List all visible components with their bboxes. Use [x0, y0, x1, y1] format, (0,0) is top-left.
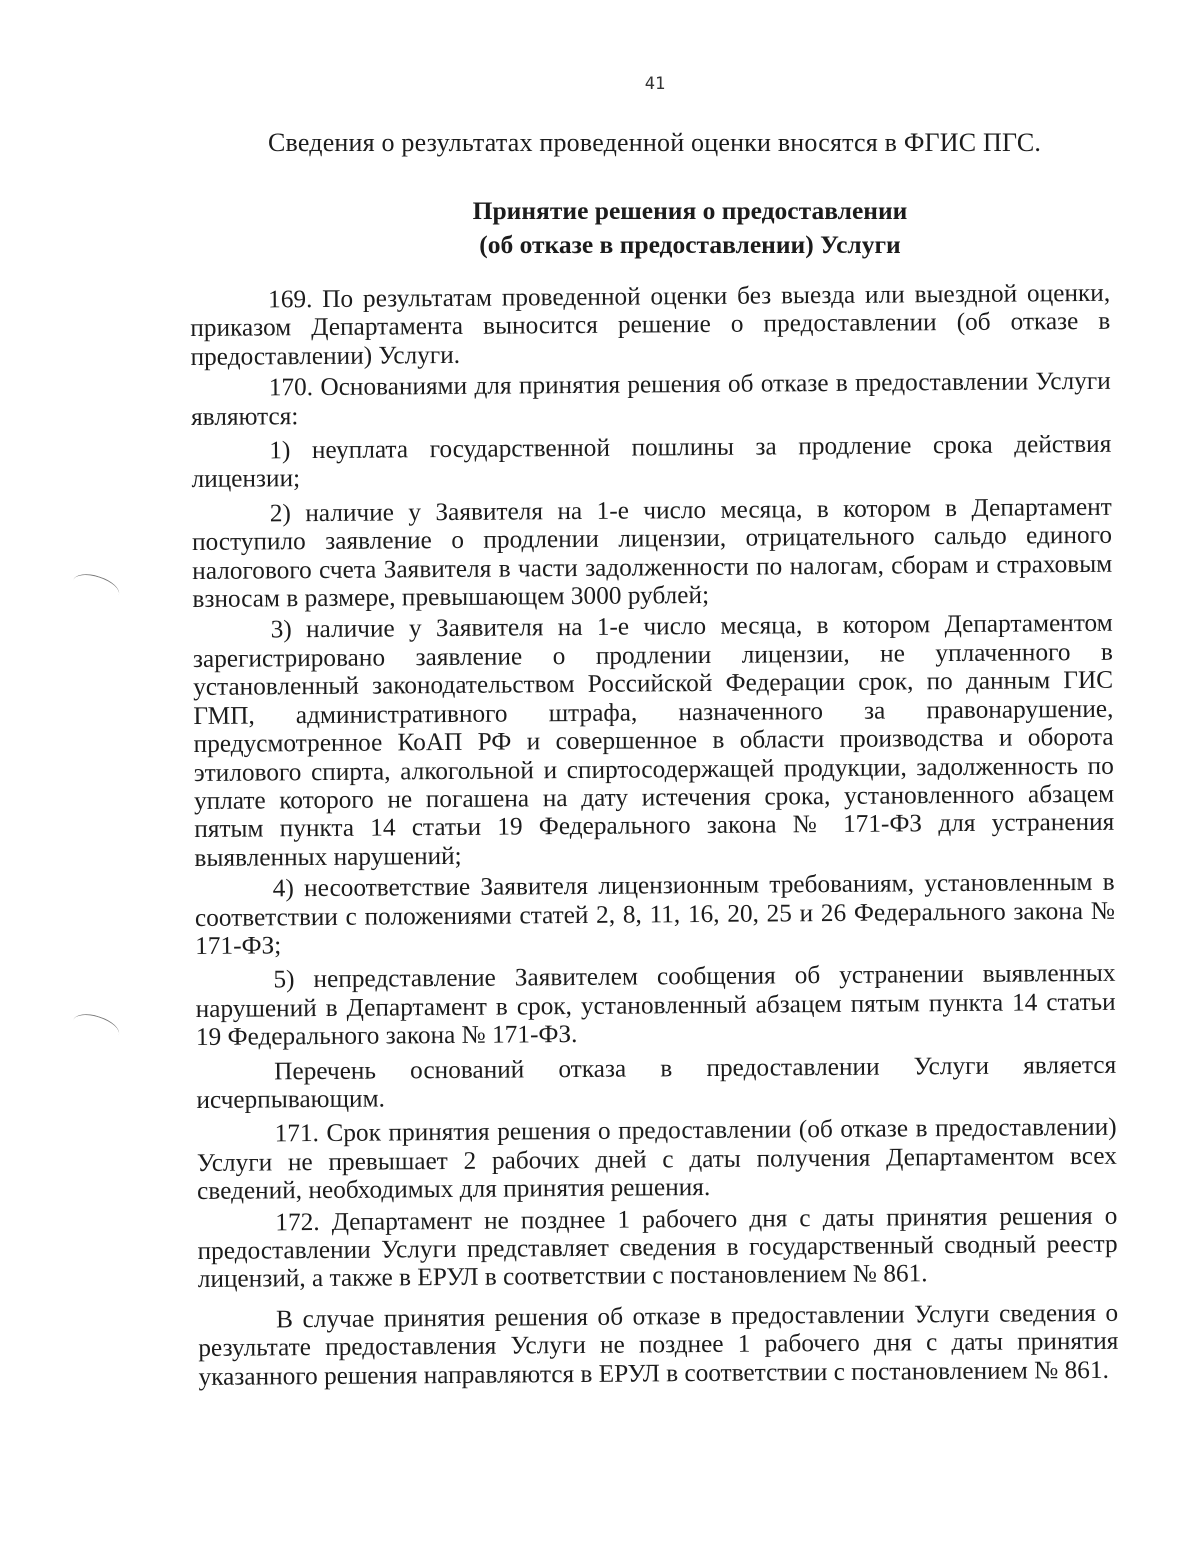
page-number: 41: [644, 74, 666, 94]
paragraph-172: 172. Департамент не позднее 1 рабочего дня с даты принятия решения о предоставлении Услуги представляет сведения в государственный сводный реестр лицензий, а также в ЕРУЛ в соответствии с постановлением № 861.: [197, 1201, 1118, 1294]
section-heading: [340, 194, 1040, 262]
paragraph-170: 170. Основаниями для принятия решения об отказе в предоставлении Услуги являются:: [190, 366, 1111, 431]
list-item-3: 3) наличие у Заявителя на 1-е число месяца, в котором Департаментом зарегистрировано заявление о продлении лицензии, не уплаченного в установленный законодательством Российской Федерации срок, по данным ГИС ГМП, административного штрафа, назначенного за правонарушение, предусмотренное КоАП РФ и совершенное в области производства и оборота этилового спирта, алкогольной и спиртосодержащей продукции, задолженность по уплате которого не погашена на дату истечения срока, установленного абзацем пятым пункта 14 статьи 19 Федерального закона № 171-ФЗ для устранения выявленных нарушений;: [192, 609, 1115, 872]
document-body: [190, 279, 1119, 1391]
list-item-4: 4) несоответствие Заявителя лицензионным требованиям, установленным в соответствии с положениями статей 2, 8, 11, 16, 20, 25 и 26 Федерального закона № 171-ФЗ;: [194, 867, 1116, 960]
paragraph-169: 169. По результатам проведенной оценки без выезда или выездной оценки, приказом Департамента выносится решение о предоставлении (об отказе в предоставлении) Услуги.: [190, 278, 1111, 371]
scan-hole-punch-mark: [70, 1009, 123, 1046]
list-item-5: 5) непредставление Заявителем сообщения об устранении выявленных нарушений в Департамент в срок, установленный абзацем пятым пункта 14 статьи 19 Федерального закона № 171-ФЗ.: [195, 959, 1116, 1052]
list-item-1: 1) неуплата государственной пошлины за продление срока действия лицензии;: [191, 429, 1112, 494]
intro-line: Сведения о результатах проведенной оценки вносятся в ФГИС ПГС.: [268, 128, 1042, 157]
scan-hole-punch-mark: [70, 569, 123, 606]
refusal-case-paragraph: В случае принятия решения об отказе в предоставлении Услуги сведения о результате предоставления Услуги не позднее 1 рабочего дня с даты принятия указанного решения направляются в ЕРУЛ в соответствии с постановлением № 861.: [198, 1298, 1119, 1391]
list-item-2: 2) наличие у Заявителя на 1-е число месяца, в котором в Департамент поступило заявление о продлении лицензии, отрицательного сальдо единого налогового счета Заявителя в части задолженности по налогам, сборам и страховым взносам в размере, превышающем 3000 рублей;: [191, 492, 1113, 614]
paragraph-171: 171. Срок принятия решения о предоставлении (об отказе в предоставлении) Услуги не превышает 2 рабочих дней с даты получения Департаментом всех сведений, необходимых для принятия решения.: [196, 1113, 1117, 1206]
section-heading-line-2: (об отказе в предоставлении) Услуги: [479, 230, 901, 259]
section-heading-line-1: Принятие решения о предоставлении: [472, 196, 908, 225]
exhaustive-list-note: Перечень оснований отказа в предоставлении Услуги является исчерпывающим.: [196, 1050, 1117, 1114]
